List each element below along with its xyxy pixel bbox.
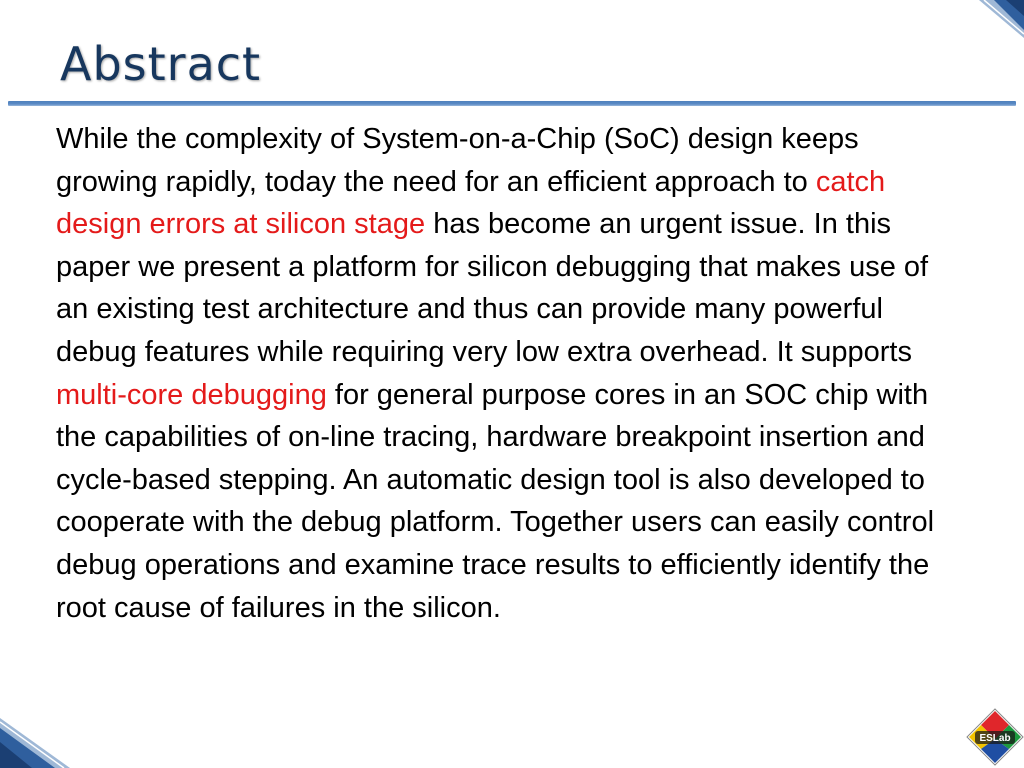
abstract-text-part-2: has become an urgent issue. In this paper we present a platform for silicon debugging that makes use of an existing test architecture and thus can provide many powerful debug features while requiring very low extra overhead. It supports [56, 208, 929, 368]
eslab-logo [964, 706, 1024, 768]
title-divider [8, 101, 1016, 106]
abstract-text-part-3: for general purpose cores in an SOC chip with the capabilities of on-line tracing, hardware breakpoint insertion and cycle-based stepping. An automatic design tool is also developed to cooperate with the debug platform. Together users can easily control debug operations and examine trace results to efficiently identify the root cause of failures in the silicon. [56, 378, 935, 624]
highlight-silicon-stage: catch design errors at silicon stage [56, 165, 886, 241]
abstract-text-part-1: While the complexity of System-on-a-Chip (SoC) design keeps growing rapidly, today the need for an efficient approach to [56, 123, 859, 198]
logo-text: ESLab [979, 733, 1011, 744]
highlight-multi-core: multi-core debugging [56, 378, 327, 411]
slide-title: Abstract [60, 37, 262, 91]
abstract-text [56, 118, 956, 629]
corner-decoration-top-right [884, 0, 1024, 80]
corner-decoration-bottom-left [0, 708, 100, 768]
